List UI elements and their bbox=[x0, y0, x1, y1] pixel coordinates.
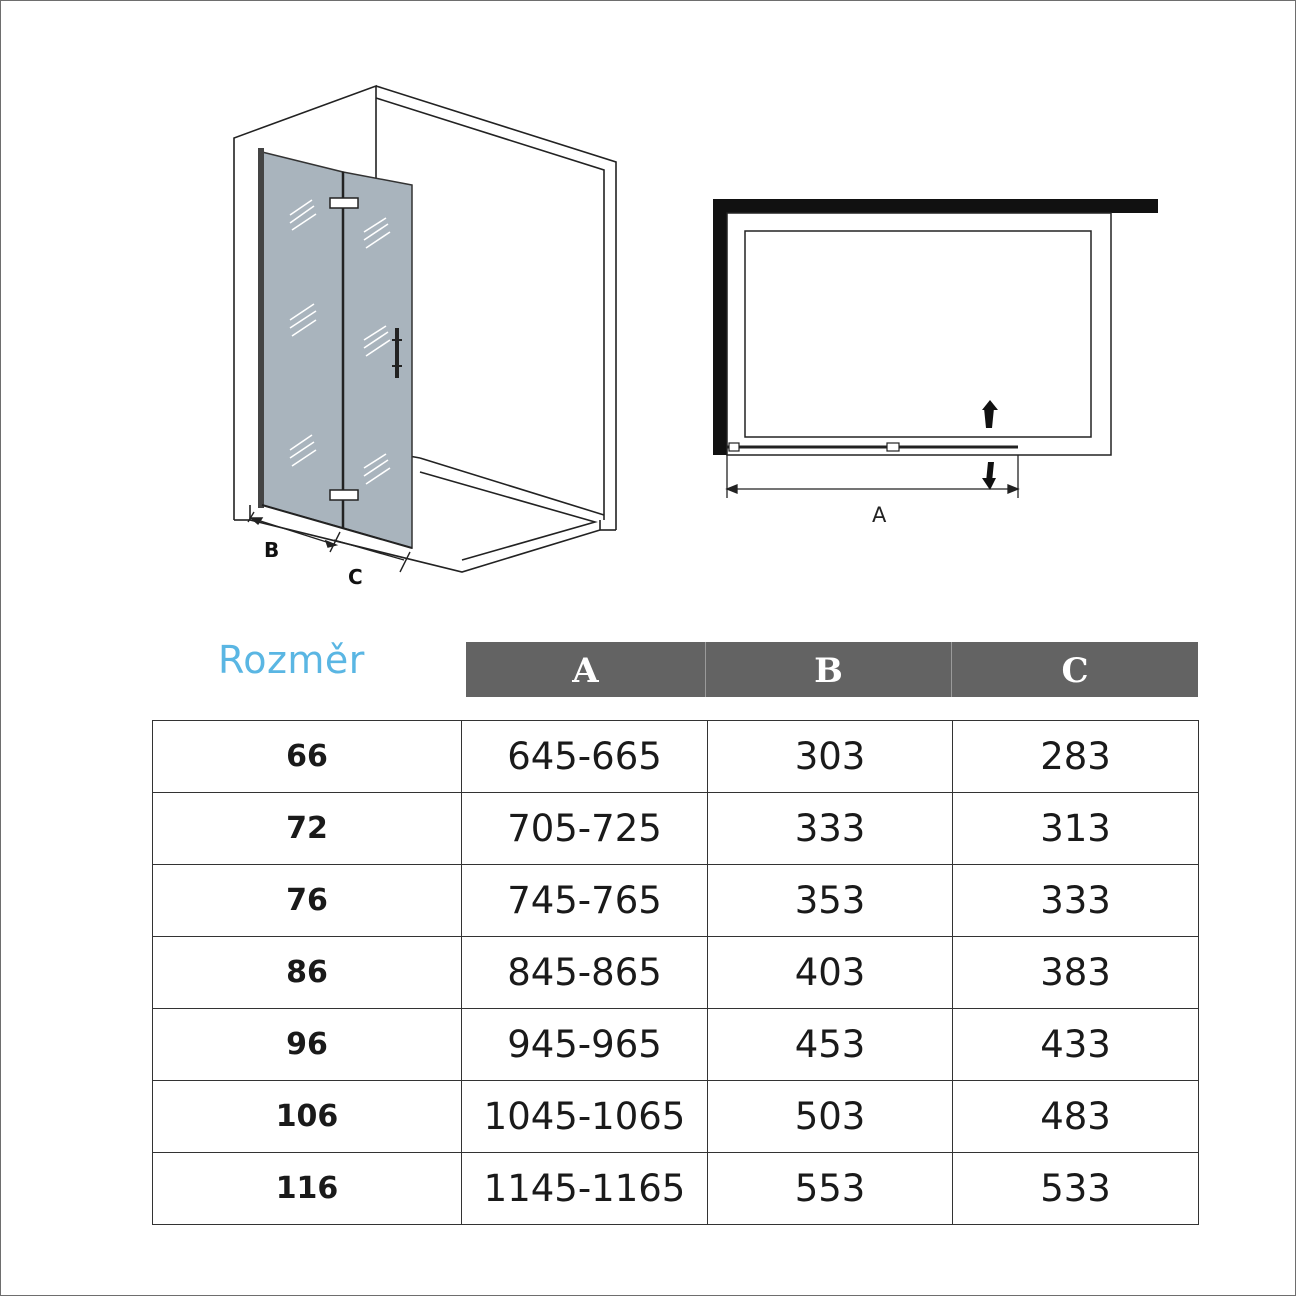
dimension-line-a bbox=[727, 455, 1018, 498]
hinge-bottom-icon bbox=[330, 490, 358, 500]
plan-tray-inner bbox=[745, 231, 1091, 437]
a-cell: 845-865 bbox=[462, 937, 708, 1009]
header-a: A bbox=[466, 642, 706, 697]
table-row bbox=[153, 721, 1199, 793]
a-cell: 1045-1065 bbox=[462, 1081, 708, 1153]
a-cell: 1145-1165 bbox=[462, 1153, 708, 1225]
size-cell: 72 bbox=[153, 793, 462, 865]
size-cell: 86 bbox=[153, 937, 462, 1009]
size-cell: 66 bbox=[153, 721, 462, 793]
table-row bbox=[153, 865, 1199, 937]
table-row bbox=[153, 937, 1199, 1009]
table-title: Rozměr bbox=[218, 638, 365, 682]
c-cell: 433 bbox=[953, 1009, 1199, 1081]
table-header bbox=[466, 642, 1198, 697]
size-cell: 96 bbox=[153, 1009, 462, 1081]
dimension-label-b: B bbox=[264, 538, 280, 562]
c-cell: 383 bbox=[953, 937, 1199, 1009]
table-row bbox=[153, 793, 1199, 865]
dimension-label-a: A bbox=[872, 503, 887, 527]
table-row bbox=[153, 1009, 1199, 1081]
size-cell: 106 bbox=[153, 1081, 462, 1153]
b-cell: 303 bbox=[708, 721, 953, 793]
plan-tray-outer bbox=[727, 213, 1111, 455]
wall-profile bbox=[258, 148, 264, 508]
hinge-top-icon bbox=[330, 198, 358, 208]
plan-view bbox=[713, 199, 1158, 498]
a-cell: 645-665 bbox=[462, 721, 708, 793]
c-cell: 533 bbox=[953, 1153, 1199, 1225]
c-cell: 283 bbox=[953, 721, 1199, 793]
b-cell: 333 bbox=[708, 793, 953, 865]
a-cell: 945-965 bbox=[462, 1009, 708, 1081]
a-cell: 745-765 bbox=[462, 865, 708, 937]
door-swing-arrows-icon bbox=[982, 400, 998, 490]
shower-diagrams bbox=[0, 0, 1296, 620]
dimension-label-c: C bbox=[348, 565, 363, 589]
header-b: B bbox=[706, 642, 952, 697]
header-c: C bbox=[952, 642, 1198, 697]
a-cell: 705-725 bbox=[462, 793, 708, 865]
dimensions-table bbox=[152, 720, 1199, 1225]
b-cell: 503 bbox=[708, 1081, 953, 1153]
b-cell: 403 bbox=[708, 937, 953, 1009]
plan-back-wall bbox=[713, 199, 1158, 213]
plan-side-wall bbox=[713, 199, 727, 455]
glass-panels bbox=[258, 148, 412, 548]
table-row bbox=[153, 1153, 1199, 1225]
b-cell: 353 bbox=[708, 865, 953, 937]
size-cell: 76 bbox=[153, 865, 462, 937]
table-row bbox=[153, 1081, 1199, 1153]
c-cell: 483 bbox=[953, 1081, 1199, 1153]
b-cell: 553 bbox=[708, 1153, 953, 1225]
b-cell: 453 bbox=[708, 1009, 953, 1081]
c-cell: 313 bbox=[953, 793, 1199, 865]
size-cell: 116 bbox=[153, 1153, 462, 1225]
c-cell: 333 bbox=[953, 865, 1199, 937]
